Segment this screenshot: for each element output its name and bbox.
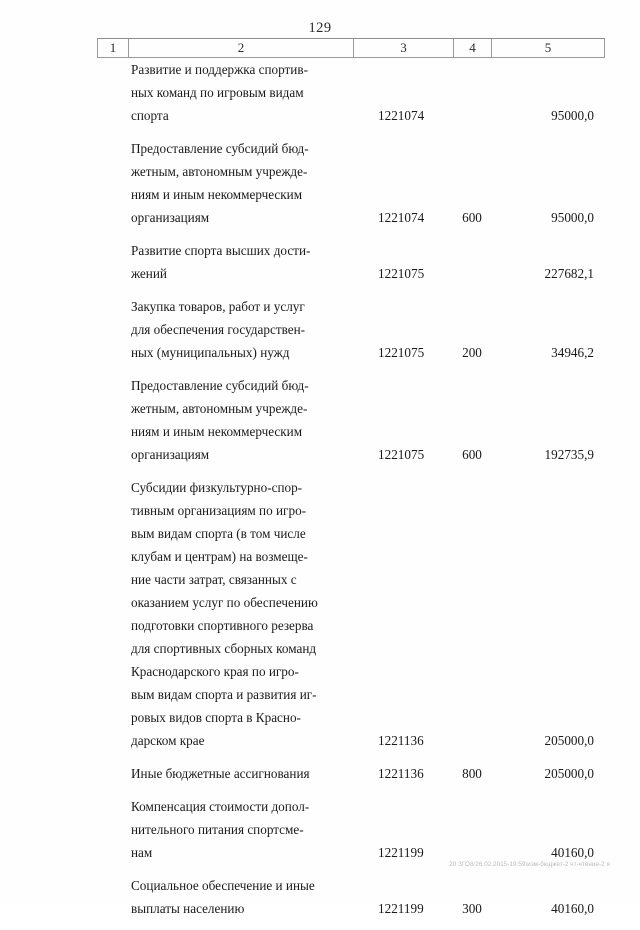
row-description-line: подготовки спортивного резерва xyxy=(131,618,314,633)
row-description-line: нительного питания спортсме- xyxy=(131,822,304,837)
row-amount-value: 205000,0 xyxy=(544,766,594,781)
table-row xyxy=(0,374,640,466)
row-code-value: 1221136 xyxy=(378,733,424,748)
row-amount-value: 95000,0 xyxy=(551,108,594,123)
row-type-value: 600 xyxy=(462,210,482,225)
column-header-4: 4 xyxy=(453,39,491,57)
row-description xyxy=(131,762,349,785)
row-description xyxy=(131,295,349,364)
row-amount-value: 40160,0 xyxy=(551,901,594,916)
row-code-value: 1221136 xyxy=(378,766,424,781)
row-description xyxy=(131,58,349,127)
row-description-line: ниям и иным некоммерческим xyxy=(131,187,303,202)
row-description-line: жений xyxy=(131,266,167,281)
table-column-header-row xyxy=(97,38,605,58)
row-code-value: 1221074 xyxy=(378,210,425,225)
row-description xyxy=(131,239,349,285)
row-code-value: 1221075 xyxy=(378,447,425,462)
row-description-line: нам xyxy=(131,845,153,860)
row-code-value: 1221199 xyxy=(378,901,424,916)
row-code-value: 1221075 xyxy=(378,345,425,360)
row-description-line: дарском крае xyxy=(131,733,205,748)
row-description-line: спорта xyxy=(131,108,169,123)
table-row xyxy=(0,476,640,752)
row-description-line: для обеспечения государствен- xyxy=(131,322,306,337)
row-description-line: Субсидии физкультурно-спор- xyxy=(131,480,303,495)
row-type-value: 300 xyxy=(462,901,482,916)
row-description-line: организациям xyxy=(131,210,210,225)
row-type-value: 800 xyxy=(462,766,482,781)
row-description-line: выплаты населению xyxy=(131,901,245,916)
row-code-value: 1221199 xyxy=(378,845,424,860)
row-amount-value: 34946,2 xyxy=(551,345,594,360)
table-row xyxy=(0,58,640,127)
row-description-line: жетным, автономным учрежде- xyxy=(131,401,308,416)
table-row xyxy=(0,762,640,785)
row-description-line: ных (муниципальных) нужд xyxy=(131,345,290,360)
row-description-line: Закупка товаров, работ и услуг xyxy=(131,299,305,314)
row-description-line: Развитие и поддержка спортив- xyxy=(131,62,308,77)
row-type-value: 200 xyxy=(462,345,482,360)
row-amount-value: 192735,9 xyxy=(544,447,594,462)
table-body xyxy=(0,58,640,930)
row-description-line: ние части затрат, связанных с xyxy=(131,572,297,587)
row-description-line: ровых видов спорта в Красно- xyxy=(131,710,301,725)
table-row xyxy=(0,295,640,364)
row-description-line: Развитие спорта высших дости- xyxy=(131,243,311,258)
row-type-value: 600 xyxy=(462,447,482,462)
row-description xyxy=(131,874,349,920)
footer-stamp: 20 ЗГО8/26.02.2015-19:59\изм-бюджет-2 чт-чтение-2 я xyxy=(449,861,610,868)
row-description-line: жетным, автономным учрежде- xyxy=(131,164,308,179)
table-row xyxy=(0,795,640,864)
row-amount-value: 227682,1 xyxy=(544,266,594,281)
column-header-1: 1 xyxy=(109,40,117,55)
row-amount-value: 40160,0 xyxy=(551,845,594,860)
row-description-line: оказанием услуг по обеспечению xyxy=(131,595,318,610)
row-description-line: Краснодарского края по игро- xyxy=(131,664,299,679)
row-description xyxy=(131,137,349,229)
row-amount-value: 205000,0 xyxy=(544,733,594,748)
row-description xyxy=(131,374,349,466)
column-header-5: 5 xyxy=(491,39,604,57)
row-description xyxy=(131,795,349,864)
page-number: 129 xyxy=(308,20,332,36)
row-description-line: для спортивных сборных команд xyxy=(131,641,317,656)
row-description-line: вым видам спорта и развития иг- xyxy=(131,687,317,702)
row-amount-value: 95000,0 xyxy=(551,210,594,225)
row-description-line: Предоставление субсидий бюд- xyxy=(131,378,309,393)
table-row xyxy=(0,137,640,229)
row-description-line: Предоставление субсидий бюд- xyxy=(131,141,309,156)
column-header-3: 3 xyxy=(353,39,453,57)
row-description-line: ных команд по игровым видам xyxy=(131,85,304,100)
row-description-line: Иные бюджетные ассигнования xyxy=(131,766,310,781)
row-code-value: 1221074 xyxy=(378,108,425,123)
row-description-line: Компенсация стоимости допол- xyxy=(131,799,310,814)
row-description-line: клубам и центрам) на возмеще- xyxy=(131,549,308,564)
row-description-line: вым видам спорта (в том числе xyxy=(131,526,306,541)
column-header-2: 2 xyxy=(128,39,353,57)
row-description-line: Социальное обеспечение и иные xyxy=(131,878,315,893)
table-row xyxy=(0,874,640,920)
row-description-line: организациям xyxy=(131,447,210,462)
row-description-line: ниям и иным некоммерческим xyxy=(131,424,303,439)
row-description xyxy=(131,476,349,752)
row-description-line: тивным организациям по игро- xyxy=(131,503,307,518)
row-code-value: 1221075 xyxy=(378,266,425,281)
table-row xyxy=(0,239,640,285)
